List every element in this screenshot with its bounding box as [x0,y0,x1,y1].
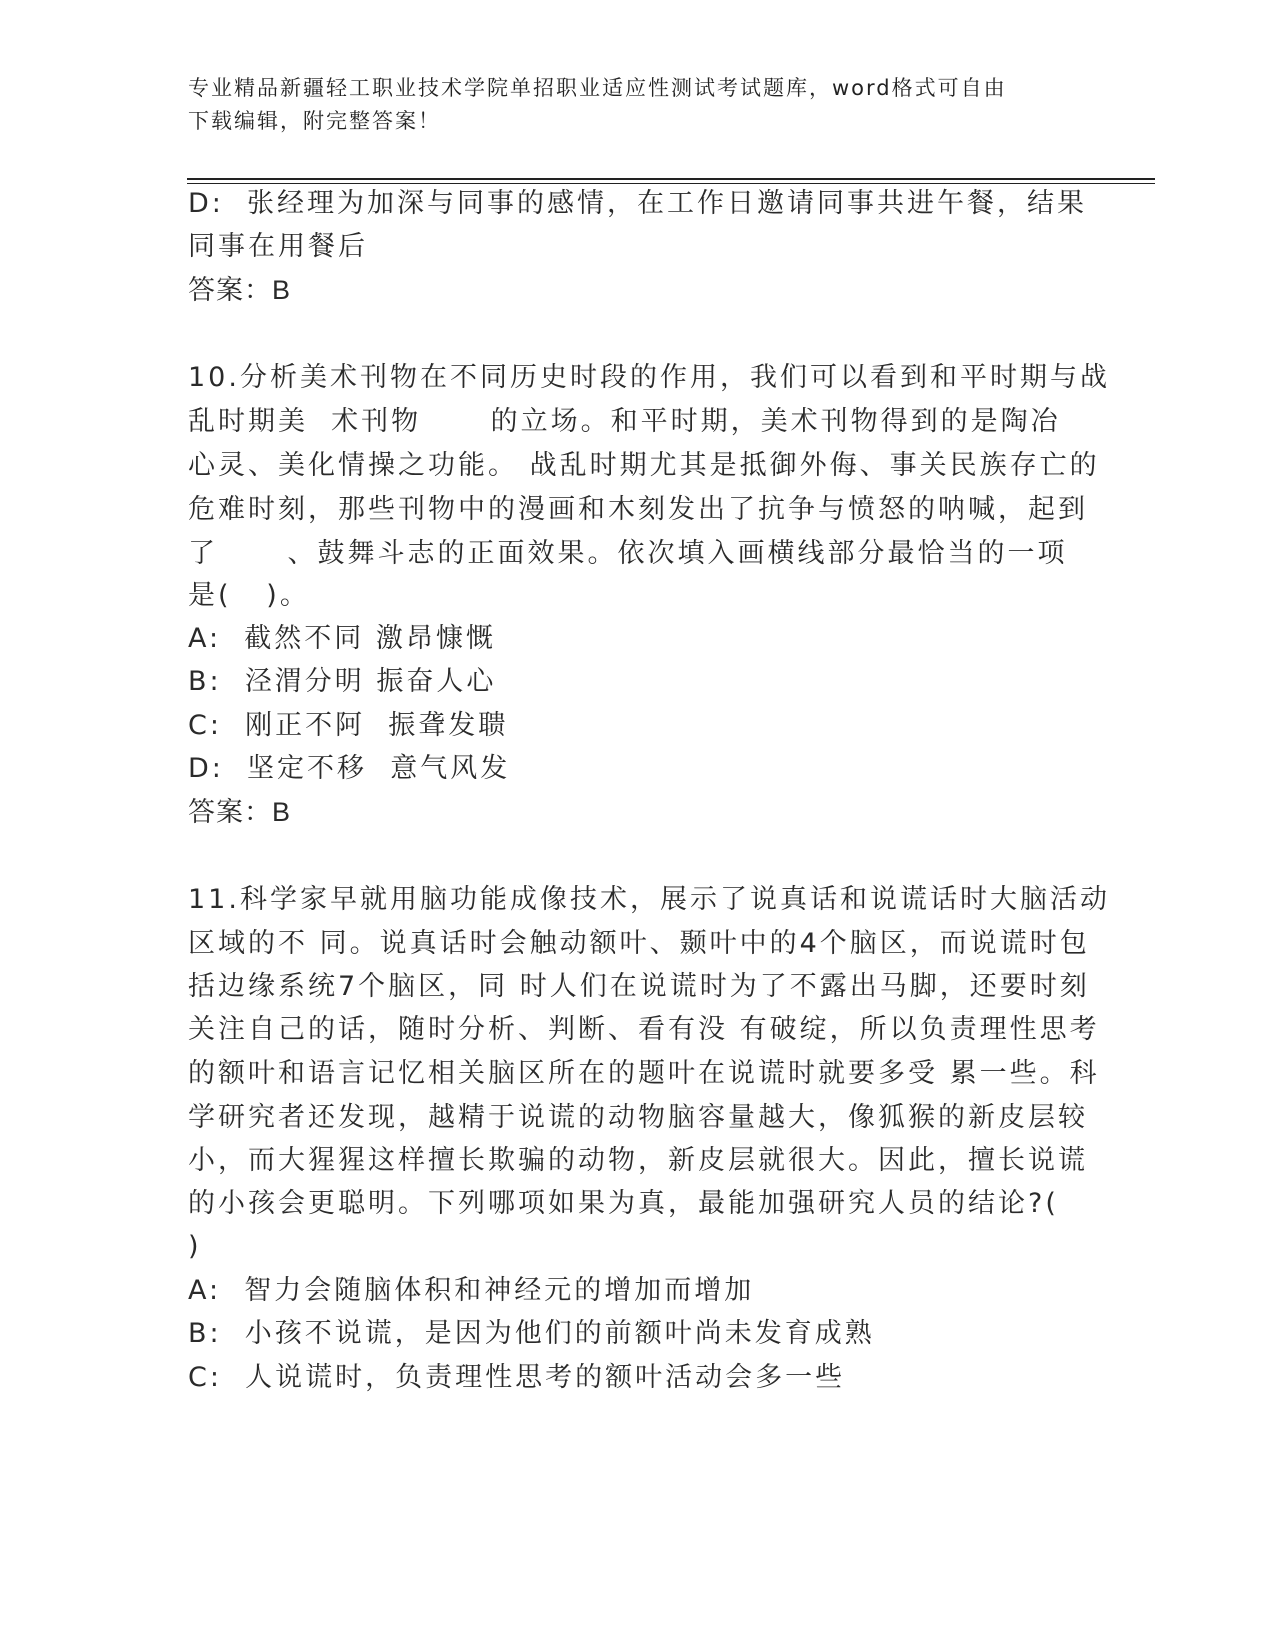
q11-stem-line: 11.科学家早就用脑功能成像技术，展示了说真话和说谎话时大脑活动 [188,884,1110,915]
q11-stem-line: 小，而大猩猩这样擅长欺骗的动物，新皮层就很大。因此，擅长说谎 [188,1145,1088,1176]
q9-option-d-line1: D: 张经理为加深与同事的感情，在工作日邀请同事共进午餐，结果 [188,188,1088,219]
q10-option-c: C: 刚正不阿 振聋发聩 [188,710,509,741]
q11-stem-line: 区域的不 同。说真话时会触动额叶、颞叶中的4个脑区，而说谎时包 [188,928,1090,959]
q10-option-a: A: 截然不同 激昂慷慨 [188,623,496,654]
q10-stem-line: 了 、鼓舞斗志的正面效果。依次填入画横线部分最恰当的一项 [188,538,1068,569]
q10-option-b: B: 泾渭分明 振奋人心 [188,666,497,697]
q11-stem-line: 关注自己的话，随时分析、判断、看有没 有破绽，所以负责理性思考 [188,1014,1100,1045]
q10-stem-line: 危难时刻，那些刊物中的漫画和木刻发出了抗争与愤怒的呐喊，起到 [188,494,1088,525]
q10-stem-line: 心灵、美化情操之功能。 战乱时期尤其是抵御外侮、事关民族存亡的 [188,450,1100,481]
header-rule [187,178,1155,180]
q11-stem-line: 学研究者还发现，越精于说谎的动物脑容量越大，像狐猴的新皮层较 [188,1102,1088,1133]
q11-option-b: B: 小孩不说谎，是因为他们的前额叶尚未发育成熟 [188,1318,875,1349]
q10-stem-line: 是( )。 [188,580,310,611]
q9-option-d-line2: 同事在用餐后 [188,231,368,262]
header-line-1: 专业精品新疆轻工职业技术学院单招职业适应性测试考试题库，word格式可自由 [188,76,1007,100]
q11-stem-line: 括边缘系统7个脑区，同 时人们在说谎时为了不露出马脚，还要时刻 [188,971,1090,1002]
q11-stem-line: 的小孩会更聪明。下列哪项如果为真，最能加强研究人员的结论?( [188,1188,1059,1219]
q10-answer: 答案：B [188,797,292,827]
q11-option-a: A: 智力会随脑体积和神经元的增加而增加 [188,1275,755,1306]
q9-answer: 答案：B [188,275,292,305]
q11-stem-line: ) [188,1231,202,1262]
q11-stem-line: 的额叶和语言记忆相关脑区所在的题叶在说谎时就要多受 累一些。科 [188,1058,1100,1089]
q10-stem-line: 乱时期美 术刊物 的立场。和平时期，美术刊物得到的是陶冶 [188,406,1061,437]
q10-stem-line: 10.分析美术刊物在不同历史时段的作用，我们可以看到和平时期与战 [188,362,1110,393]
page-header [188,72,1088,138]
q10-option-d: D: 坚定不移 意气风发 [188,753,511,784]
header-line-2: 下载编辑，附完整答案！ [188,109,441,133]
q11-option-c: C: 人说谎时，负责理性思考的额叶活动会多一些 [188,1362,846,1393]
